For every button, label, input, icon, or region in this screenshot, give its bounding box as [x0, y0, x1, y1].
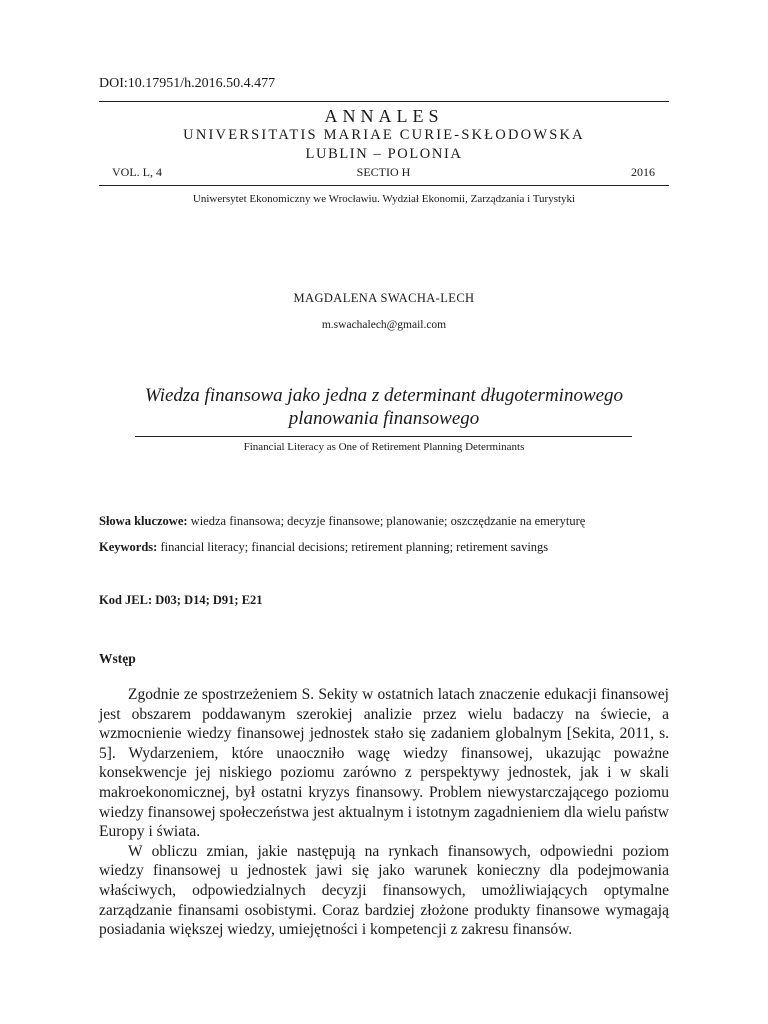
- journal-section: SECTIO H: [356, 165, 411, 179]
- english-title: Financial Literacy as One of Retirement Planning Determinants: [243, 441, 525, 453]
- title-rule: [135, 436, 632, 437]
- author-affiliation: Uniwersytet Ekonomiczny we Wrocławiu. Wydział Ekonomii, Zarządzania i Turystyki: [192, 193, 576, 205]
- journal-location: LUBLIN – POLONIA: [305, 146, 463, 162]
- section-heading: Wstęp: [99, 651, 136, 666]
- keywords-english: [99, 540, 674, 555]
- keywords-polish-label: Słowa kluczowe:: [99, 514, 188, 528]
- article-title-line-1: Wiedza finansowa jako jedna z determinant długoterminowego: [144, 385, 624, 406]
- publication-year: 2016: [631, 165, 655, 179]
- journal-name: ANNALES: [324, 106, 444, 126]
- volume-number: VOL. L, 4: [112, 165, 162, 179]
- keywords-english-label: Keywords:: [99, 540, 158, 554]
- header-top-rule: [99, 101, 669, 102]
- article-title-line-2: planowania finansowego: [288, 408, 480, 429]
- keywords-polish: [99, 514, 674, 529]
- article-title: [99, 384, 669, 430]
- jel-codes: Kod JEL: D03; D14; D91; E21: [99, 593, 263, 607]
- body-paragraph: Zgodnie ze spostrzeżeniem S. Sekity w ostatnich latach znaczenie edukacji finansowej jest obszarem poddawanym szerokiej analizie przez wielu badaczy na świecie, a wzmocnienie wiedzy finansowej jednostek stało się zadaniem globalnym [Sekita, 2011, s. 5]. Wydarzeniem, które unaoczniło wagę wiedzy finansowej, ukazując poważne konsekwencje jej niskiego poziomu zarówno z perspektywy jednostek, jak i w skali makroekonomicznej, był ostatni kryzys finansowy. Problem niewystarczającego poziomu wiedzy finansowej społeczeństwa jest aktualnym i istotnym zagadnieniem dla wielu państw Europy i świata.: [99, 686, 669, 841]
- body-paragraph: W obliczu zmian, jakie następują na rynkach finansowych, odpowiedni poziom wiedzy finansowej u jednostek jawi się jako warunek konieczny dla podejmowania właściwych, odpowiedzialnych decyzji finansowych, umożliwiających optymalne zarządzanie finansami osobistymi. Coraz bardziej złożone produkty finansowe wymagają posiadania większej wiedzy, umiejętności i kompetencji z zakresu finansów.: [99, 842, 669, 939]
- journal-university: UNIVERSITATIS MARIAE CURIE-SKŁODOWSKA: [183, 127, 585, 143]
- doi-identifier: DOI:10.17951/h.2016.50.4.477: [99, 76, 276, 91]
- keywords-polish-value: wiedza finansowa; decyzje finansowe; planowanie; oszczędzanie na emeryturę: [190, 514, 586, 528]
- author-email: m.swachalech@gmail.com: [321, 319, 447, 331]
- article-body: [99, 685, 669, 940]
- keywords-english-value: financial literacy; financial decisions; retirement planning; retirement savings: [160, 540, 549, 554]
- header-bottom-rule: [99, 185, 669, 186]
- author-name: MAGDALENA SWACHA-LECH: [293, 291, 475, 305]
